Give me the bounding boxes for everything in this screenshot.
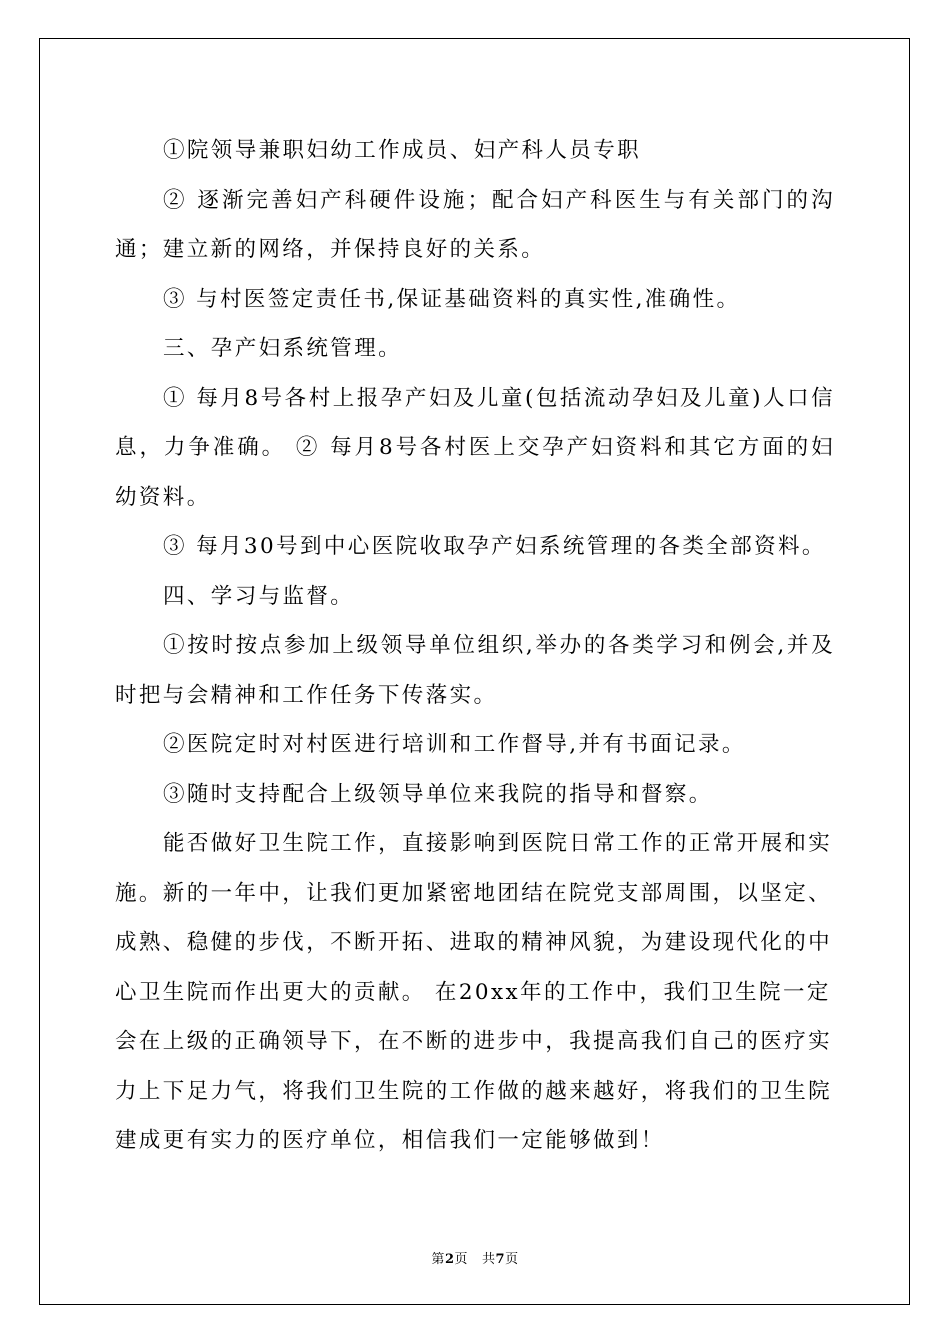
paragraph: ① 每月8号各村上报孕产妇及儿童(包括流动孕妇及儿童)人口信息，力争准确。 ② 每月8号各村医上交孕产妇资料和其它方面的妇幼资料。	[115, 385, 835, 510]
paragraph: 能否做好卫生院工作，直接影响到医院日常工作的正常开展和实施。新的一年中，让我们更加紧密地团结在院党支部周围，以坚定、成熟、稳健的步伐，不断开拓、进取的精神风貌，为建设现代化的中心卫生院而作出更大的贡献。 在20xx年的工作中，我们卫生院一定会在上级的正确领导下，在不断的进步中，我提高我们自己的医疗实力上下足力气，将我们卫生院的工作做的越来越好，将我们的卫生院建成更有实力的医疗单位，相信我们一定能够做到！	[115, 831, 833, 1153]
paragraph: ①院领导兼职妇幼工作成员、妇产科人员专职	[163, 138, 642, 163]
page-unit: 页	[454, 1252, 468, 1267]
paragraph: ② 逐渐完善妇产科硬件设施；配合妇产科医生与有关部门的沟通；建立新的网络，并保持良好的关系。	[115, 187, 835, 262]
paragraph: ①按时按点参加上级领导单位组织,举办的各类学习和例会,并及时把与会精神和工作任务下传落实。	[115, 633, 835, 708]
page-total: 7	[495, 1252, 506, 1267]
paragraph: ③ 与村医签定责任书,保证基础资料的真实性,准确性。	[163, 286, 741, 312]
page-footer	[0, 1248, 950, 1267]
total-unit: 页	[505, 1252, 519, 1267]
total-prefix: 共	[482, 1252, 496, 1267]
page-prefix: 第	[431, 1252, 445, 1267]
document-body	[115, 126, 835, 1166]
section-heading: 三、孕产妇系统管理。	[163, 336, 403, 361]
page-current: 2	[444, 1252, 455, 1267]
paragraph: ③随时支持配合上级领导单位来我院的指导和督察。	[163, 781, 713, 807]
section-heading: 四、学习与监督。	[163, 583, 355, 609]
paragraph: ②医院定时对村医进行培训和工作督导,并有书面记录。	[163, 732, 746, 757]
paragraph: ③ 每月30号到中心医院收取孕产妇系统管理的各类全部资料。	[163, 534, 826, 559]
